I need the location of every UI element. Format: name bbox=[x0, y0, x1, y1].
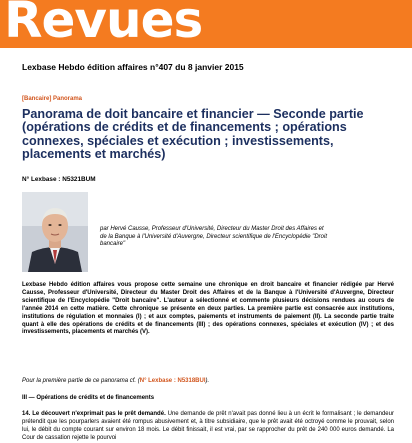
first-part-citation bbox=[22, 378, 209, 384]
lexbase-reference: N° Lexbase : N5321BUM bbox=[22, 176, 96, 183]
header-title: Revues bbox=[4, 0, 203, 48]
issue-line: Lexbase Hebdo édition affaires n°407 du 8 janvier 2015 bbox=[22, 62, 244, 72]
citation-link[interactable]: N° Lexbase : N5318BUI bbox=[139, 378, 206, 384]
citation-prefix: Pour la première partie de ce panorama cf. ( bbox=[22, 378, 140, 384]
rubric-label: [Bancaire] Panorama bbox=[22, 96, 83, 102]
header-banner bbox=[0, 0, 412, 48]
author-caption: par Hervé Causse, Professeur d'Université, Directeur du Master Droit des Affaires et de la Banque à l'Université d'Auvergne, Directeur scientifique de l'Encyclopédie "Droit bancaire" bbox=[100, 226, 328, 248]
intro-paragraph: Lexbase Hebdo édition affaires vous propose cette semaine une chronique en droit bancaire et financier rédigée par Hervé Causse, Professeur d'Université, Directeur du Master Droit des Affaires et de la Banque à l'Université d'Auvergne, Directeur scientifique de l'Encyclopédie "Droit bancaire". L'auteur a sélectionné et commente plusieurs décisions rendues au cours de l'année 2014 en cette matière. Cette chronique se présente en deux parties. La première partie est consacrée aux institutions, institutions de régulation et monnaies (I) ; et aux comptes, paiements et instruments de paiement (II). La seconde partie traite quant à elle des opérations de crédits et de financements (III) ; des opérations connexes, spéciales et exécution (IV) ; et des investissements, placements et marchés (V). bbox=[22, 282, 394, 336]
paragraph-lead: 14. Le découvert n'exprimait pas le prêt demandé. bbox=[22, 411, 166, 417]
author-photo bbox=[22, 192, 88, 272]
section-heading: III — Opérations de crédits et de financements bbox=[22, 395, 155, 401]
citation-suffix: ). bbox=[205, 378, 210, 384]
paragraph-text: Une demande de prêt n'avait pas donné lieu à un écrit le formalisant ; le demandeur prétendit que les pourparlers avaient été rompus abusivement et, à titre subsidiaire, que le prêt avait été octroyé comme le prouvait, selon lui, le débit du compte courant sur environ 18 mois. Le débit finissait, il est vrai, par se rapprocher du prêt de 240 000 euros demandé. La Cour de cassation rejette le pourvoi bbox=[22, 411, 394, 441]
article-title: Panorama de doit bancaire et financier — Seconde partie (opérations de crédits et de financements ; opérations connexes, spéciales et exécution ; investissements, placements et marchés) bbox=[22, 107, 364, 162]
body-paragraph bbox=[22, 411, 394, 443]
